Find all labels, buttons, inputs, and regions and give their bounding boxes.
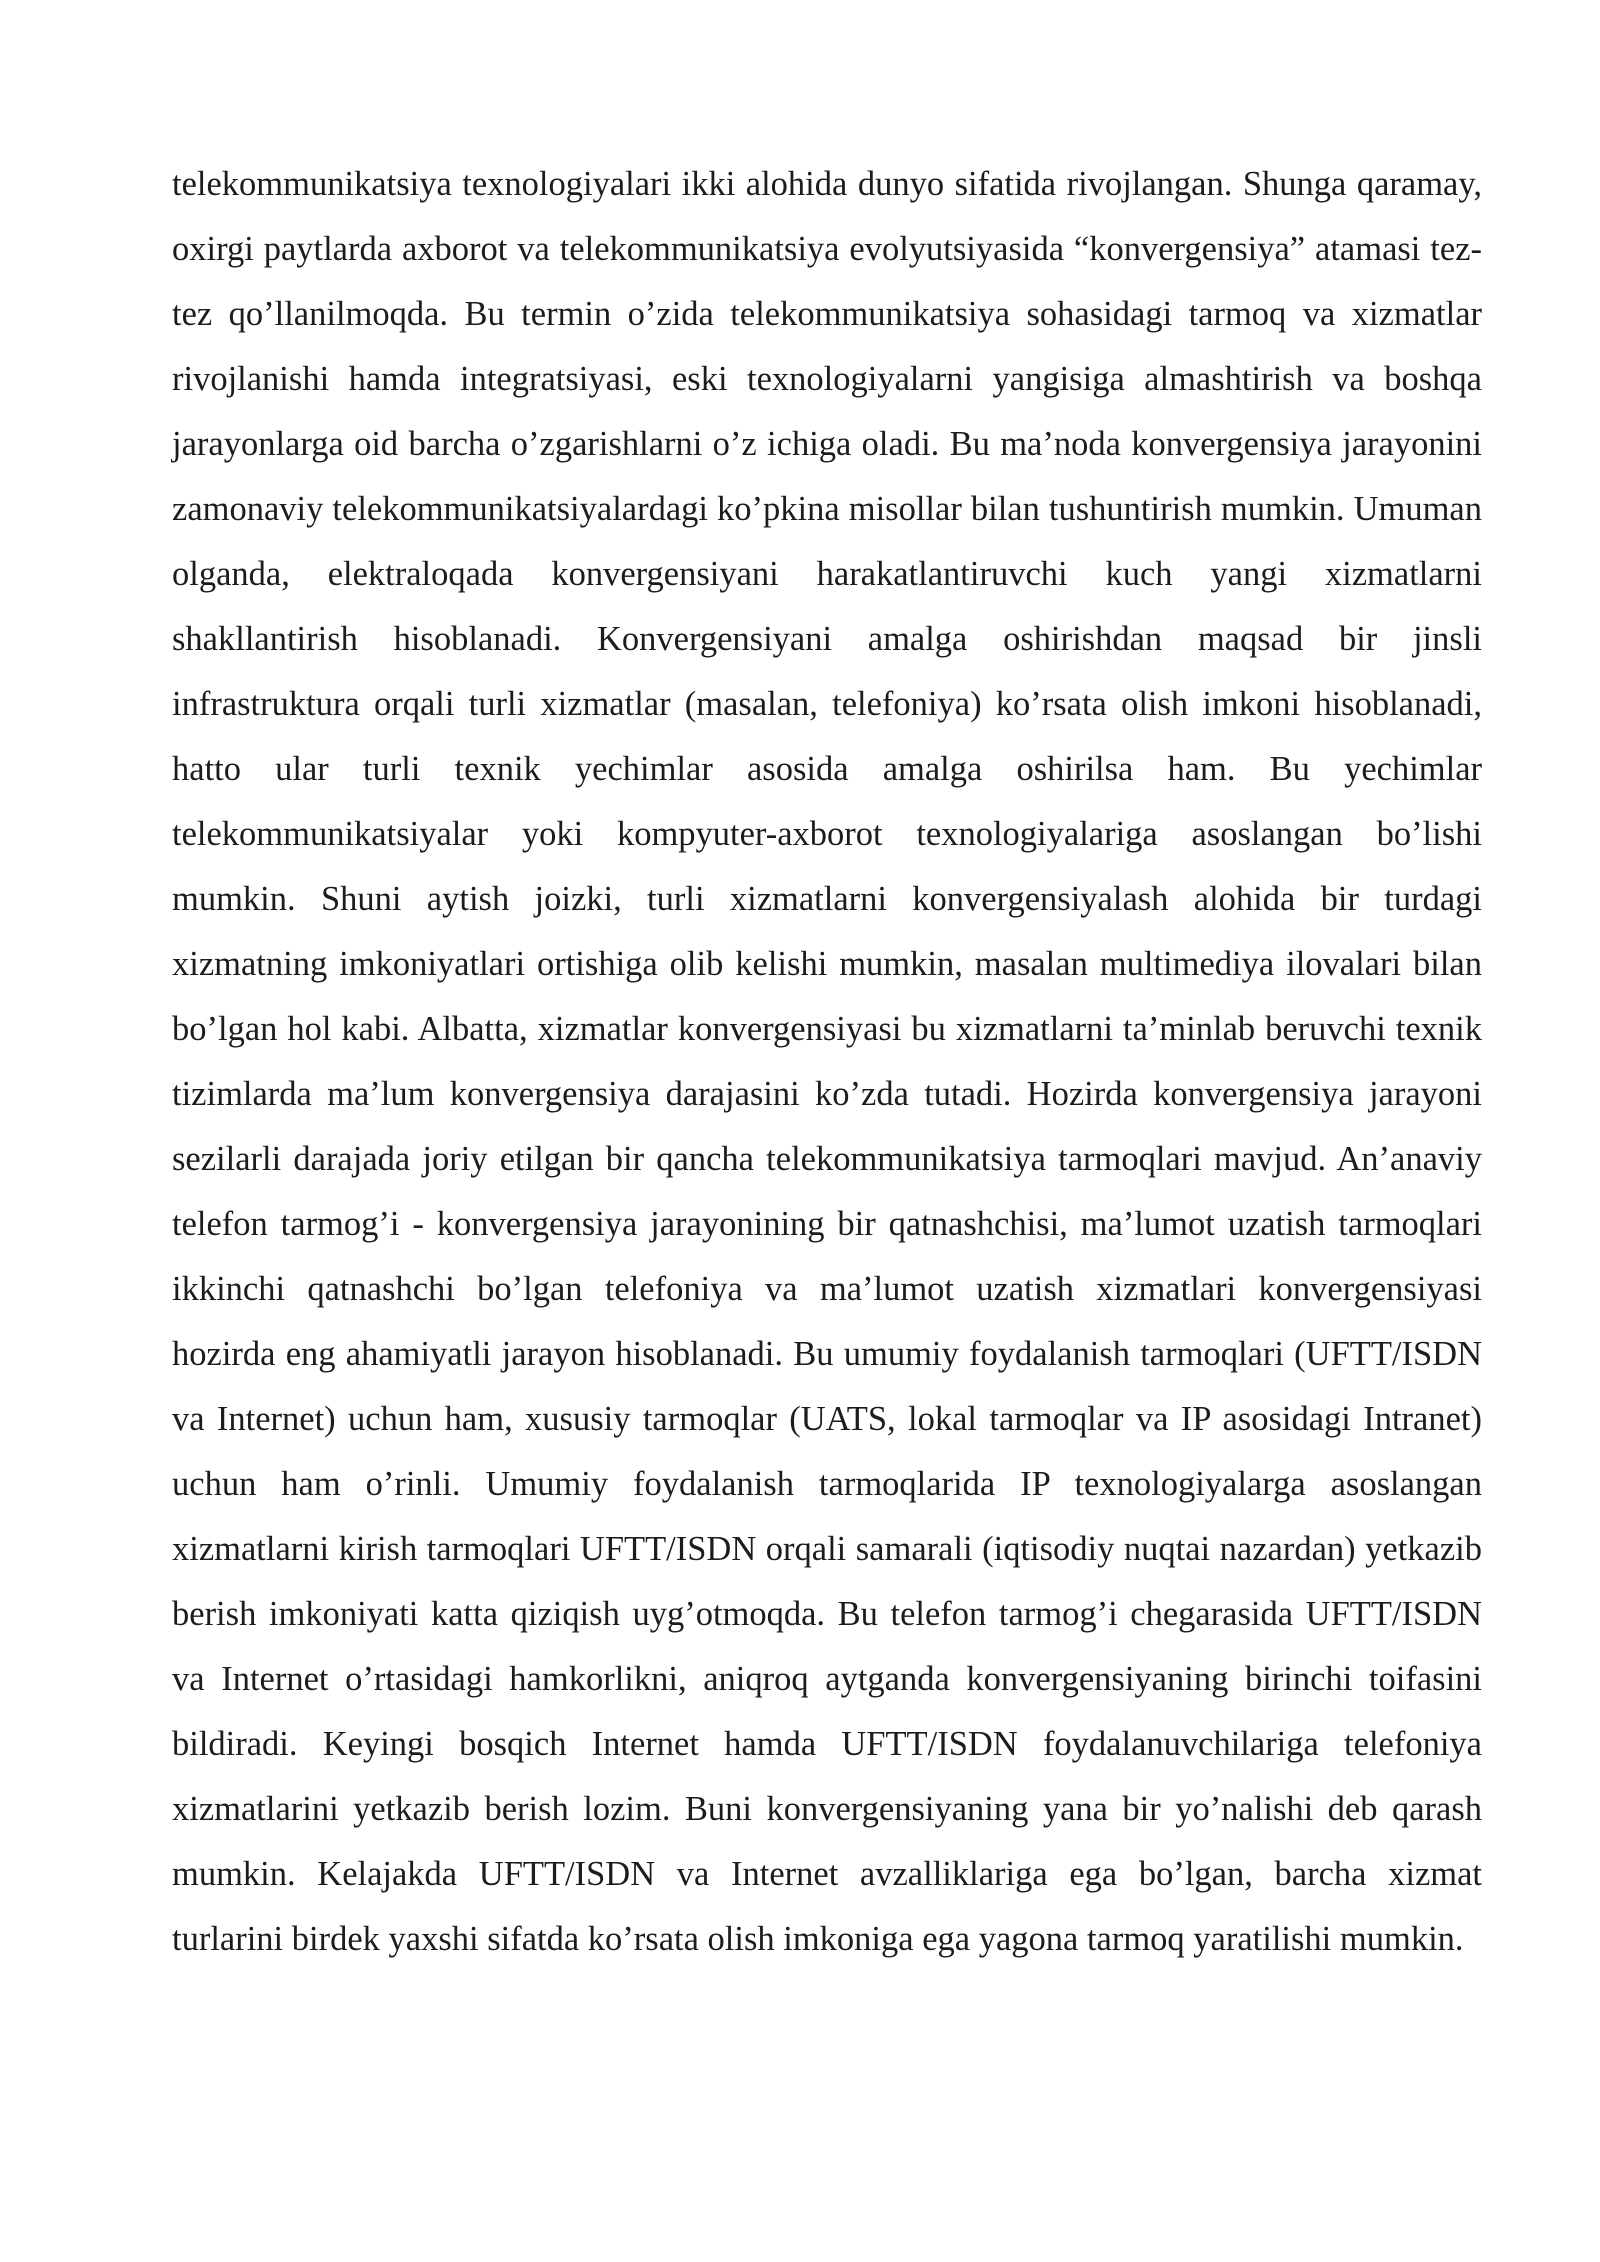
body-paragraph: telekommunikatsiya texnologiyalari ikki alohida dunyo sifatida rivojlangan. Shunga qaramay, oxirgi paytlarda axborot va telekommunikatsiya evolyutsiyasida “konvergensiya” atamasi tez-tez qo’llanilmoqda. Bu termin o’zida telekommunikatsiya sohasidagi tarmoq va xizmatlar rivojlanishi hamda integratsiyasi, eski texnologiyalarni yangisiga almashtirish va boshqa jarayonlarga oid barcha o’zgarishlarni o’z ichiga oladi. Bu ma’noda konvergensiya jarayonini zamonaviy telekommunikatsiyalardagi ko’pkina misollar bilan tushuntirish mumkin. Umuman olganda, elektraloqada konvergensiyani harakatlantiruvchi kuch yangi xizmatlarni shakllantirish hisoblanadi. Konvergensiyani amalga oshirishdan maqsad bir jinsli infrastruktura orqali turli xizmatlar (masalan, telefoniya) ko’rsata olish imkoni hisoblanadi, hatto ular turli texnik yechimlar asosida amalga oshirilsa ham. Bu yechimlar telekommunikatsiyalar yoki kompyuter-axborot texnologiyalariga asoslangan bo’lishi mumkin. Shuni aytish joizki, turli xizmatlarni konvergensiyalash alohida bir turdagi xizmatning imkoniyatlari ortishiga olib kelishi mumkin, masalan multimediya ilovalari bilan bo’lgan hol kabi. Albatta, xizmatlar konvergensiyasi bu xizmatlarni ta’minlab beruvchi texnik tizimlarda ma’lum konvergensiya darajasini ko’zda tutadi. Hozirda konvergensiya jarayoni sezilarli darajada joriy etilgan bir qancha telekommunikatsiya tarmoqlari mavjud. An’anaviy telefon tarmog’i - konvergensiya jarayonining bir qatnashchisi, ma’lumot uzatish tarmoqlari ikkinchi qatnashchi bo’lgan telefoniya va ma’lumot uzatish xizmatlari konvergensiyasi hozirda eng ahamiyatli jarayon hisoblanadi. Bu umumiy foydalanish tarmoqlari (UFTT/ISDN va Internet) uchun ham, xususiy tarmoqlar (UATS, lokal tarmoqlar va IP asosidagi Intranet) uchun ham o’rinli. Umumiy foydalanish tarmoqlarida IP texnologiyalarga asoslangan xizmatlarni kirish tarmoqlari UFTT/ISDN orqali samarali (iqtisodiy nuqtai nazardan) yetkazib berish imkoniyati katta qiziqish uyg’otmoqda. Bu telefon tarmog’i chegarasida UFTT/ISDN va Internet o’rtasidagi hamkorlikni, aniqroq aytganda konvergensiyaning birinchi toifasini bildiradi. Keyingi bosqich Internet hamda UFTT/ISDN foydalanuvchilariga telefoniya xizmatlarini yetkazib berish lozim. Buni konvergensiyaning yana bir yo’nalishi deb qarash mumkin. Kelajakda UFTT/ISDN va Internet avzalliklariga ega bo’lgan, barcha xizmat turlarini birdek yaxshi sifatda ko’rsata olish imkoniga ega yagona tarmoq yaratilishi mumkin. [172, 165, 1482, 1958]
